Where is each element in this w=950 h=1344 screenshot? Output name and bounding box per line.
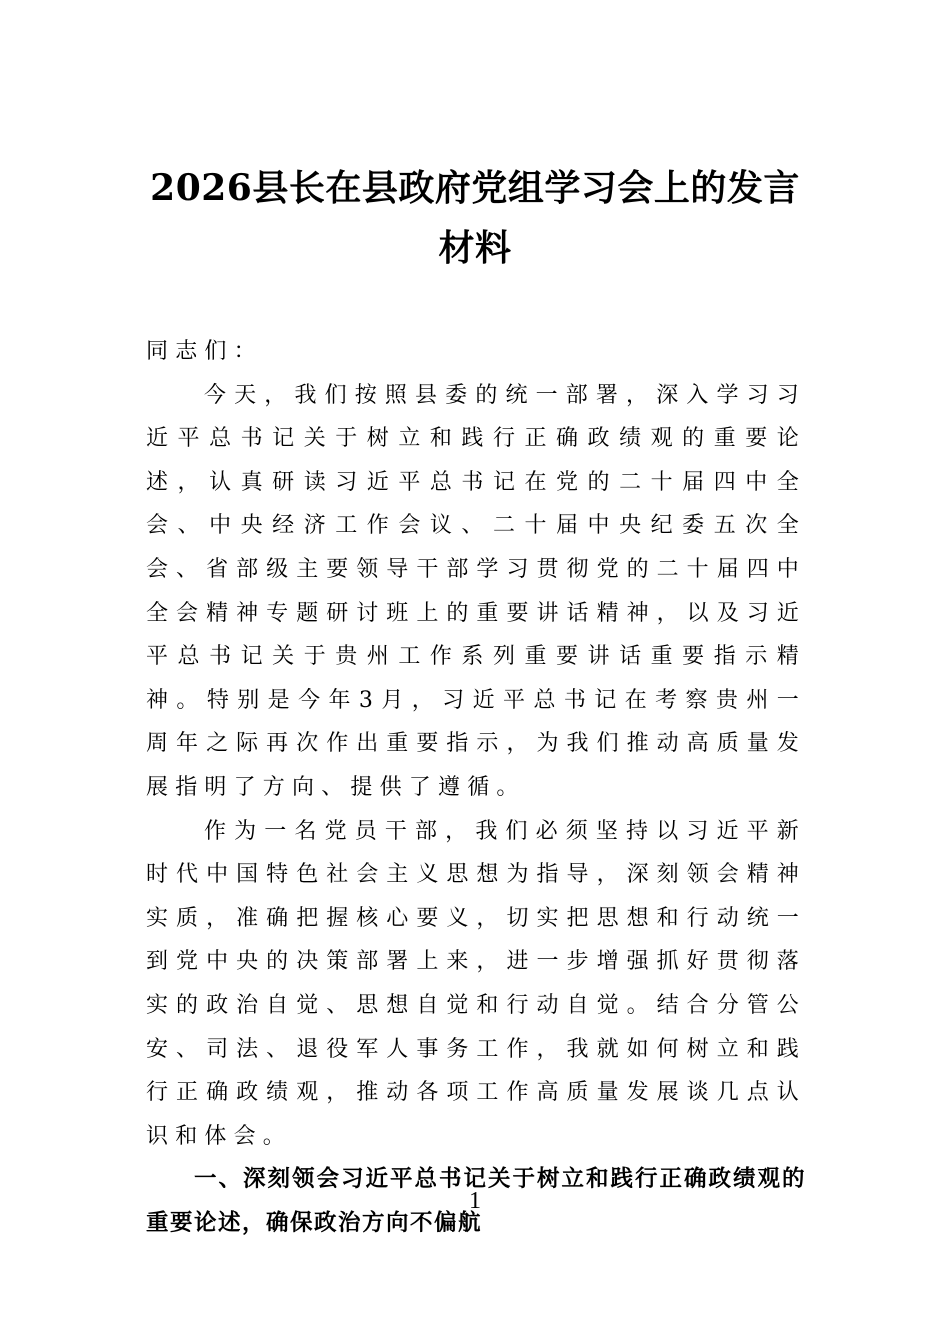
body-paragraph-2: 作为一名党员干部，我们必须坚持以习近平新时代中国特色社会主义思想为指导，深刻领会精神实质，准确把握核心要义，切实把思想和行动统一到党中央的决策部署上来，进一步增强抓好贯彻落实的政治自觉、思想自觉和行动自觉。结合分管公安、司法、退役军人事务工作，我就如何树立和践行正确政绩观，推动各项工作高质量发展谈几点认识和体会。: [146, 818, 806, 1149]
document-title: 2026县长在县政府党组学习会上的发言材料: [150, 167, 800, 269]
section-heading: 一、深刻领会习近平总书记关于树立和践行正确政绩观的重要论述，确保政治方向不偏航: [146, 1166, 806, 1236]
body-paragraph-1: 今天，我们按照县委的统一部署，深入学习习近平总书记关于树立和践行正确政绩观的重要论述，认真研读习近平总书记在党的二十届四中全会、中央经济工作会议、二十届中央纪委五次全会、省部级主要领导干部学习贯彻党的二十届四中全会精神专题研讨班上的重要讲话精神，以及习近平总书记关于贵州工作系列重要讲话重要指示精神。特别是今年3月，习近平总书记在考察贵州一周年之际再次作出重要指示，为我们推动高质量发展指明了方向、提供了遵循。: [146, 382, 806, 800]
page-number: 1: [469, 1188, 481, 1214]
document-body: [146, 330, 806, 1245]
salutation: 同志们：: [146, 339, 263, 364]
